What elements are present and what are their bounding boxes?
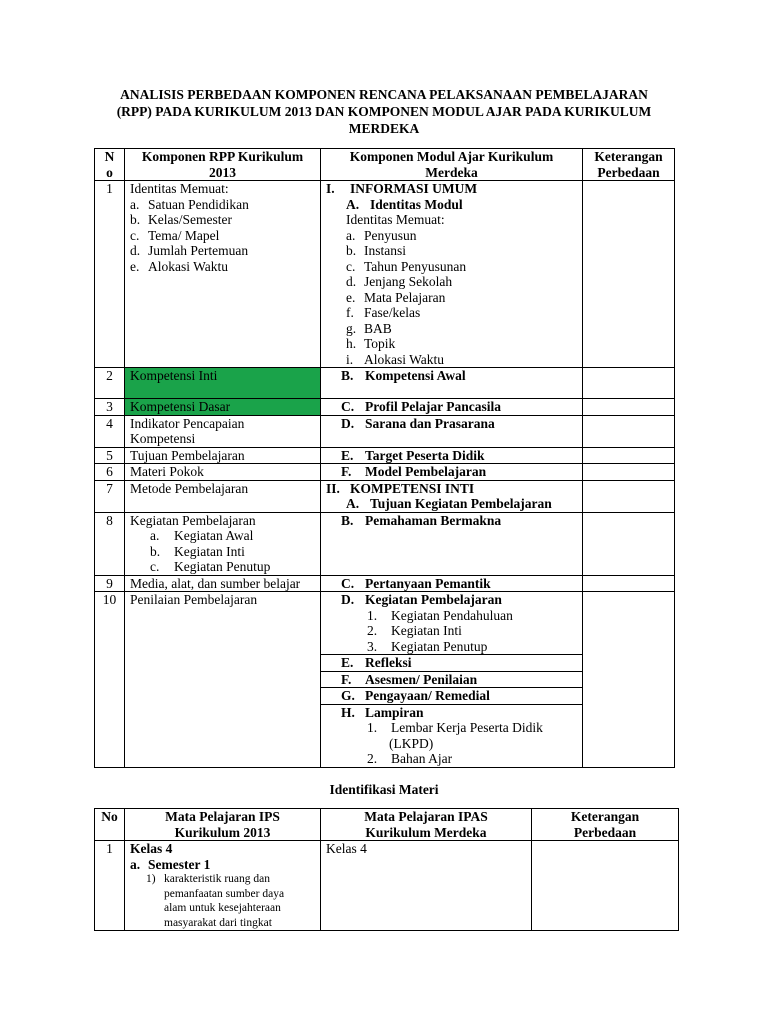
modul-cell: D. Sarana dan Prasarana (321, 415, 583, 447)
modul-cell: E. Target Peserta Didik (321, 447, 583, 464)
section-heading: INFORMASI UMUM (350, 181, 478, 196)
subsection-heading: Identitas Modul (370, 196, 463, 212)
modul-cell: B. Pemahaman Bermakna (321, 512, 583, 575)
modul-cell: B. Kompetensi Awal (321, 368, 583, 399)
rpp-cell (125, 181, 321, 368)
list-item: e. Alokasi Waktu (130, 258, 229, 274)
keterangan-cell (583, 480, 675, 512)
rpp-cell-highlighted: Kompetensi Inti (125, 368, 321, 399)
row-number: 9 (95, 575, 125, 592)
list-item: a. Kegiatan Awal (150, 528, 254, 543)
row-number: 3 (95, 399, 125, 416)
modul-cell: H. Lampiran 1. Lembar Kerja Peserta Didik (LKPD) 2. Bahan Ajar (321, 704, 583, 767)
title-line: ANALISIS PERBEDAAN KOMPONEN RENCANA PELAKSANAAN PEMBELAJARAN (120, 87, 648, 102)
title-line: (RPP) PADA KURIKULUM 2013 DAN KOMPONEN MODUL AJAR PADA KURIKULUM (116, 104, 652, 119)
list-item: b. Kelas/Semester (130, 212, 232, 227)
keterangan-cell (583, 181, 675, 368)
table-row (95, 368, 675, 399)
modul-list (326, 228, 577, 368)
table-row (95, 480, 675, 512)
rpp-list (130, 197, 315, 275)
keterangan-cell (583, 575, 675, 592)
rpp-cell: Media, alat, dan sumber belajar (125, 575, 321, 592)
row-number: 4 (95, 415, 125, 447)
header-modul: Komponen Modul Ajar Kurikulum Merdeka (321, 149, 583, 181)
modul-cell: C. Profil Pelajar Pancasila (321, 399, 583, 416)
rpp-cell: Kegiatan Pembelajaran a. Kegiatan Awal b. Kegiatan Inti c. Kegiatan Penutup (125, 512, 321, 575)
row-number: 5 (95, 447, 125, 464)
rpp-cell: Metode Pembelajaran (125, 480, 321, 512)
keterangan-cell (583, 368, 675, 399)
comparison-table (94, 148, 675, 768)
list-item: 3. Kegiatan Penutup (367, 638, 488, 654)
header-ipas: Mata Pelajaran IPAS Kurikulum Merdeka (321, 809, 532, 841)
modul-cell: I. INFORMASI UMUM A. Identitas Modul Identitas Memuat: a. Penyusun b. Instansi c. Tahun Penyusunan d. Jenjang Sekolah e. Mata Pelajaran f. Fase/kelas g. BAB h. Topik i. Alokasi Waktu (321, 181, 583, 368)
list-item: 2. Kegiatan Inti (367, 623, 462, 638)
title-line: MERDEKA (348, 121, 420, 136)
table-row (95, 181, 675, 368)
header-keterangan: Keterangan Perbedaan (532, 809, 679, 841)
table-row (95, 512, 675, 575)
list-item: c. Tema/ Mapel (130, 227, 220, 243)
row-number: 8 (95, 512, 125, 575)
table-row (95, 592, 675, 655)
header-no: N o (95, 149, 125, 181)
table-row (95, 447, 675, 464)
rpp-cell: Materi Pokok (125, 464, 321, 481)
list-item: i. Alokasi Waktu (346, 351, 445, 367)
modul-cell: E. Refleksi (321, 655, 583, 672)
modul-cell: F. Model Pembelajaran (321, 464, 583, 481)
list-item: c. Kegiatan Penutup (150, 559, 271, 574)
keterangan-cell (583, 592, 675, 768)
modul-cell: G. Pengayaan/ Remedial (321, 688, 583, 705)
text-line: masyarakat dari tingkat (164, 916, 272, 929)
section-title: Identifikasi Materi (329, 782, 439, 797)
list-item: g. BAB (346, 320, 392, 336)
keterangan-cell (583, 399, 675, 416)
list-item: a. Satuan Pendidikan (130, 196, 249, 212)
modul-cell: II. KOMPETENSI INTI A. Tujuan Kegiatan Pembelajaran (321, 480, 583, 512)
keterangan-cell (532, 841, 679, 931)
row-number: 7 (95, 480, 125, 512)
ipas-cell: Kelas 4 (321, 841, 532, 931)
table-row (95, 399, 675, 416)
list-item: b. Kegiatan Inti (150, 543, 245, 559)
materi-table (94, 808, 679, 931)
rpp-cell: Penilaian Pembelajaran (125, 592, 321, 768)
rpp-cell: Tujuan Pembelajaran (125, 447, 321, 464)
row-number: 1 (95, 181, 125, 368)
header-keterangan: Keterangan Perbedaan (583, 149, 675, 181)
text-line: karakteristik ruang dan (164, 873, 271, 885)
rpp-cell-highlighted: Kompetensi Dasar (125, 399, 321, 416)
keterangan-cell (583, 415, 675, 447)
section-heading: KOMPETENSI INTI (350, 480, 475, 496)
modul-list (341, 608, 577, 655)
table-row (95, 841, 679, 931)
list-item: c. Tahun Penyusunan (346, 258, 467, 274)
rpp-list (130, 528, 315, 575)
list-item: d. Jenjang Sekolah (346, 274, 453, 289)
document-title (94, 86, 674, 137)
list-item: d. Jumlah Pertemuan (130, 243, 249, 258)
text-line: alam untuk kesejahteraan (164, 902, 281, 914)
rpp-heading: Identitas Memuat: (130, 181, 229, 196)
list-item: a. Penyusun (346, 227, 417, 243)
list-item: e. Mata Pelajaran (346, 289, 446, 305)
table-header-row (95, 809, 679, 841)
row-number: 1 (95, 841, 125, 931)
list-item: f. Fase/kelas (346, 305, 421, 320)
modul-cell: D. Kegiatan Pembelajaran 1. Kegiatan Pendahuluan 2. Kegiatan Inti 3. Kegiatan Penutup (321, 592, 583, 655)
modul-cell: F. Asesmen/ Penilaian (321, 671, 583, 688)
list-item: 1. Kegiatan Pendahuluan (367, 607, 513, 623)
modul-cell: C. Pertanyaan Pemantik (321, 575, 583, 592)
list-item: h. Topik (346, 336, 396, 351)
table-row (95, 464, 675, 481)
list-item: b. Instansi (346, 243, 406, 258)
table-header-row (95, 149, 675, 181)
table-row (95, 415, 675, 447)
row-number: 10 (95, 592, 125, 768)
header-ips: Mata Pelajaran IPS Kurikulum 2013 (125, 809, 321, 841)
row-number: 2 (95, 368, 125, 399)
keterangan-cell (583, 447, 675, 464)
modul-heading: Identitas Memuat: (346, 212, 445, 227)
ips-cell: Kelas 4 a. Semester 1 1) karakteristik ruang dan pemanfaatan sumber daya alam untuk kesejahteraan masyarakat dari tingkat (125, 841, 321, 931)
keterangan-cell (583, 512, 675, 575)
header-no: No (95, 809, 125, 841)
rpp-cell: Indikator Pencapaian Kompetensi (125, 415, 321, 447)
text-line: pemanfaatan sumber daya (164, 887, 285, 900)
materi-lines (146, 872, 315, 930)
row-number: 6 (95, 464, 125, 481)
table-row (95, 575, 675, 592)
header-rpp: Komponen RPP Kurikulum 2013 (125, 149, 321, 181)
keterangan-cell (583, 464, 675, 481)
